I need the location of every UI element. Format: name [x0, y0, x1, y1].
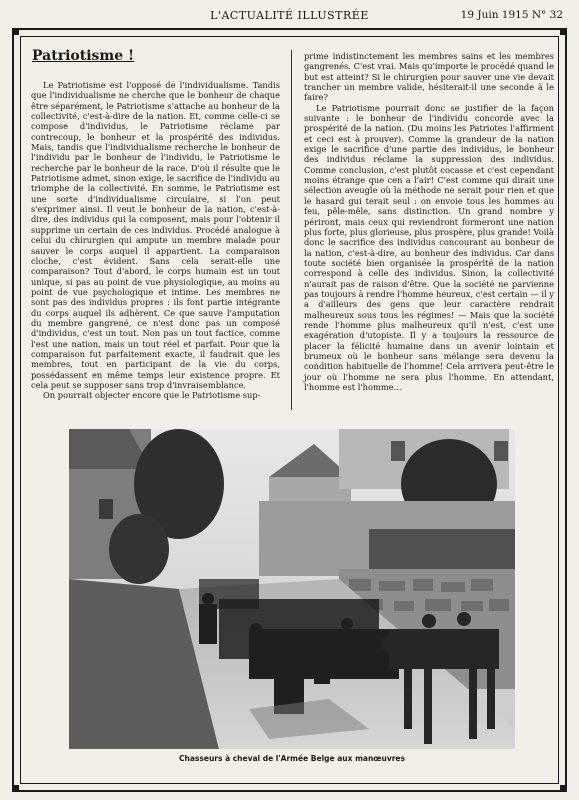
frame-corner-ornament	[12, 785, 19, 792]
troops-photograph	[69, 429, 515, 749]
publication-title: L'ACTUALITÉ ILLUSTRÉE	[210, 9, 369, 22]
photo-caption: Chasseurs à cheval de l'Armée Belge aux manœuvres	[179, 754, 405, 763]
page-header	[0, 0, 579, 30]
article-paragraph: Le Patriotisme est l'opposé de l'individualisme. Tandis que l'individualisme ne cherche que le bonheur de chaque être séparément, le Patriotisme s'attache au bonheur de la collectivité, c'est-à-dire de la nation. Et, comme celle-ci se compose d'individus, le Patriotisme réclame par contrecoup, le bonheur et la prospérité des individus. Mais, tandis que l'individualisme recherche le bonheur de l'individu par le bonheur de l'individu, le Patriotisme le recherche par le bonheur de la race. D'où il résulte que le Patriotisme admet, sinon exige, le sacrifice de l'individu au triomphe de la collectivité. En somme, le Patriotisme est une sorte d'individualisme circulaire, si l'on peut s'exprimer ainsi. Il veut le bonheur de la nation, c'est-à-dire, des individus qui la composent, mais pour l'obtenir il supprime un certain de ces individus. Procédé analogue à celui du chirurgien qui ampute un membre malade pour sauver le corps auquel il appartient. La comparaison cloche, c'est évident. Sans cela serait-elle une comparaison? Tout d'abord, le corps humain est un tout unique, si pas au point de vue physiologique, au moins au point de vue psychologique et intime. Les membres ne sont pas des individus propres : ils font partie intégrante du corps auquel ils adhèrent. Ce que sauve l'amputation du membre gangrené, ce n'est donc pas un composé d'individus, c'est un tout. Non pas un tout factice, comme l'est une nation, mais un tout réel et parfait. Pour que la comparaison fut parfaitement exacte, il faudrait que les membres, tout en participant de la vie du corps, possédassent en même temps leur existence propre. Et cela peut se supposer sans trop d'invraisemblance.	[31, 80, 280, 390]
frame-corner-ornament	[560, 28, 567, 35]
frame-corner-ornament	[560, 785, 567, 792]
issue-date: 19 Juin 1915 N° 32	[460, 9, 563, 21]
article-column-left	[31, 80, 280, 401]
photo-illustration	[69, 429, 515, 749]
frame-corner-ornament	[12, 28, 19, 35]
article-paragraph: Le Patriotisme pourrait donc se justifier de la façon suivante : le bonheur de l'individu concorde avec la prospérité de la nation. (Du moins les Patriotes l'affirment et ceci est à prouver). Comme la grandeur de la nation exige le sacrifice d'une partie des individus, le bonheur des individus réclame la suppression des individus. Comme conclusion, c'est plutôt cocasse et c'est cependant moins étrange que cen a l'air! C'est comme qui dirait une sélection aveugle où la méthode ne serait pour rien et que le hasard gui terait seul : on envoie tous les hommes au feu, pêle-mêle, sans distinction. Un grand nombre y périront, mais ceux qui reviendront formeront une nation plus forte, plus glorieuse, plus prospère, plus grande! Voilà donc le sacrifice des individus concourant au bonheur de la nation, c'est-à-dire, au bonheur des individus. Car dans toute société bien organisée la prospérité de la nation correspond à celle des individus. Sinon, la collectivité n'aurait pas de raison d'être. Que la société ne parvienne pas toujours à rendre l'homme heureux, c'est certain — il y a d'ailleurs des gens que leur caractère rendrait malheureux sous tous les régimes! — Mais que la société rende l'homme plus malheureux qu'il n'est, c'est une exagération d'utopiste. Il y a toujours la ressource de placer la félicité humaine dans un avenir lointain et brumeux où le bonheur sans mélange sera devenu la condition habituelle de l'homme! Cela arrivera peut-être le jour où l'homme ne sera plus l'homme. En attendant, l'homme est l'homme...	[304, 102, 554, 392]
article-paragraph: prime indistinctement les membres sains et les membres gangrenés. C'est vrai. Mais qu'importe le procédé quand le but est atteint? Si le chirurgien pour sauver une vie devait trancher un membre valide, hésiterait-il une seconde à le faire?	[304, 51, 554, 103]
article-paragraph: On pourrait objecter encore que le Patriotisme sup-	[43, 390, 261, 401]
article-title: Patriotisme !	[32, 48, 135, 64]
column-divider	[291, 50, 292, 410]
article-column-right	[304, 51, 554, 392]
